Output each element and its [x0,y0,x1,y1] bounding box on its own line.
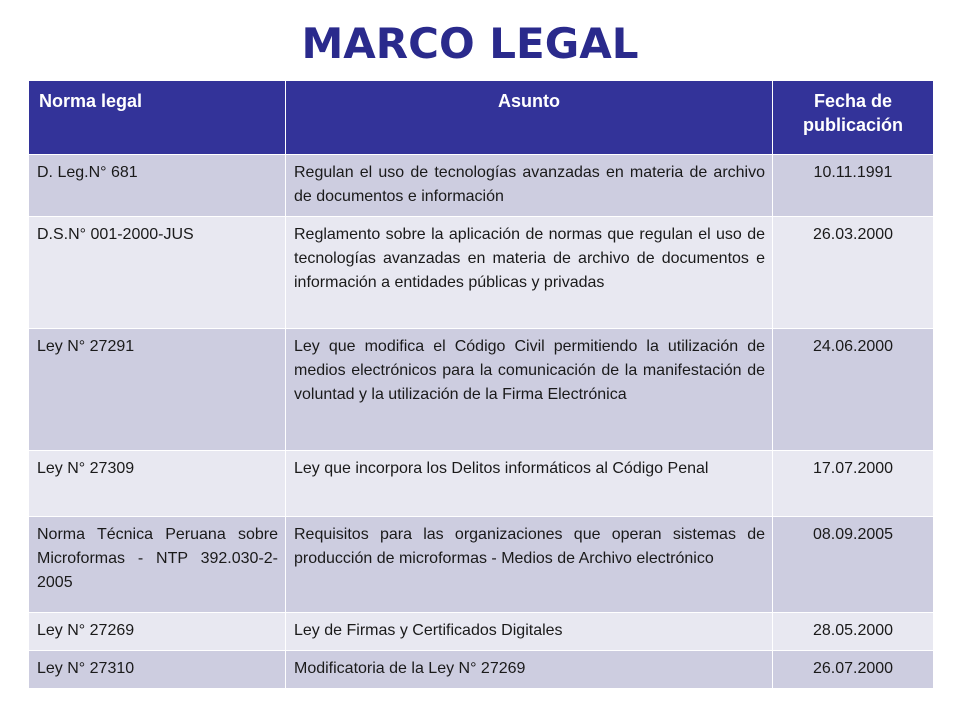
cell-fecha: 24.06.2000 [773,329,934,451]
cell-fecha: 28.05.2000 [773,613,934,651]
page-title: MARCO LEGAL [301,19,639,68]
header-fecha-publicacion: Fecha de publicación [773,81,934,155]
table-row [29,517,934,613]
cell-asunto: Ley que modifica el Código Civil permitiendo la utilización de medios electrónicos para la comunicación de la manifestación de voluntad y la utilización de la Firma Electrónica [286,329,773,451]
header-asunto: Asunto [286,81,773,155]
table-row [29,217,934,329]
cell-asunto: Ley que incorpora los Delitos informáticos al Código Penal [286,451,773,517]
cell-norma: Ley N° 27269 [29,613,286,651]
cell-norma: Ley N° 27310 [29,651,286,689]
header-norma-legal: Norma legal [29,81,286,155]
cell-norma: Norma Técnica Peruana sobre Microformas - NTP 392.030-2-2005 [29,517,286,613]
table-header-row [29,81,934,155]
cell-norma: D. Leg.N° 681 [29,155,286,217]
table-row [29,329,934,451]
cell-fecha: 08.09.2005 [773,517,934,613]
cell-asunto: Reglamento sobre la aplicación de normas que regulan el uso de tecnologías avanzadas en materia de archivo de documentos e información a entidades públicas y privadas [286,217,773,329]
cell-norma: D.S.N° 001-2000-JUS [29,217,286,329]
legal-framework-table [28,80,934,689]
table-row [29,155,934,217]
cell-asunto: Requisitos para las organizaciones que operan sistemas de producción de microformas - Medios de Archivo electrónico [286,517,773,613]
cell-asunto: Ley de Firmas y Certificados Digitales [286,613,773,651]
cell-fecha: 26.03.2000 [773,217,934,329]
cell-norma: Ley N° 27291 [29,329,286,451]
cell-fecha: 26.07.2000 [773,651,934,689]
cell-asunto: Regulan el uso de tecnologías avanzadas en materia de archivo de documentos e información [286,155,773,217]
table-row [29,451,934,517]
cell-fecha: 10.11.1991 [773,155,934,217]
table-row [29,651,934,689]
cell-norma: Ley N° 27309 [29,451,286,517]
cell-fecha: 17.07.2000 [773,451,934,517]
cell-asunto: Modificatoria de la Ley N° 27269 [286,651,773,689]
table-row [29,613,934,651]
